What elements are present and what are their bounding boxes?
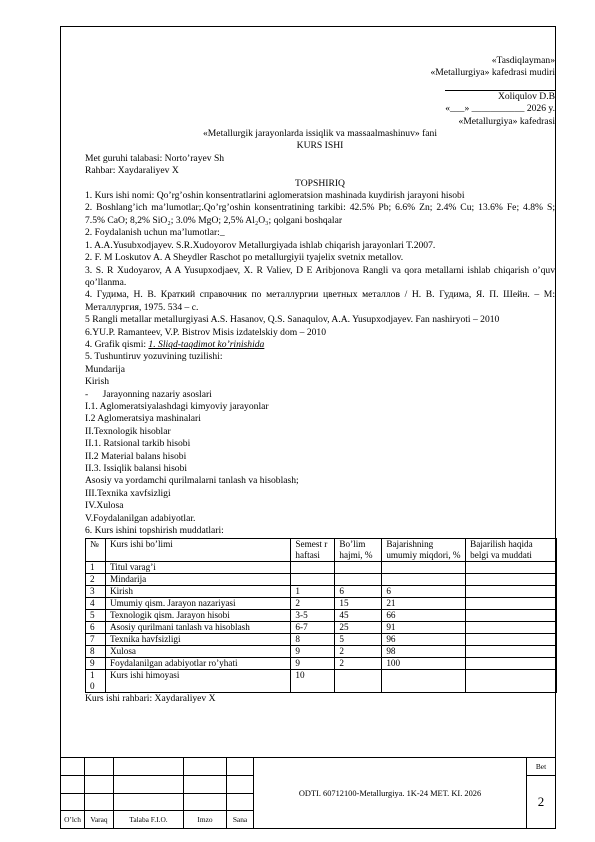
- approval-line: Xoliqulov D.B: [497, 90, 555, 102]
- table-cell: Kirish: [105, 586, 290, 598]
- table-row: [86, 634, 557, 646]
- table-cell: 66: [382, 610, 466, 622]
- task-title: TOPSHIRIQ: [295, 177, 345, 189]
- table-cell: [335, 670, 382, 693]
- table-cell: 2: [335, 658, 382, 670]
- table-cell: 1 0: [86, 670, 106, 693]
- table-cell: 6-7: [291, 622, 335, 634]
- table-cell: Xulosa: [105, 646, 290, 658]
- table-cell: Titul varag’i: [105, 562, 290, 574]
- footer-supervisor: Kurs ishi rahbari: Xaydaraliyev X: [85, 693, 216, 705]
- approval-line: «___» ___________ 2026 y.: [445, 103, 555, 115]
- table-cell: 1: [291, 586, 335, 598]
- table-header: Bajarilish haqida belgi va muddati: [466, 539, 557, 562]
- grafik-value: 1. Sliqd-taqdimot ko’rinishida: [148, 338, 265, 350]
- work-type: KURS ISHI: [296, 140, 344, 152]
- table-cell: 5: [86, 610, 106, 622]
- task-item: 1. Kurs ishi nomi: Qo’rg’oshin konsentratlarini aglomeratsion mashinada kuydirish jarayoni hisobi: [85, 190, 465, 202]
- table-cell: [466, 646, 557, 658]
- reference-item: 1. A.A.Yusubxodjayev. S.R.Xudoyorov Metallurgiyada ishlab chiqarish jarayonlari T.2007.: [85, 239, 436, 251]
- structure-item: II.2 Material balans hisobi: [85, 450, 187, 462]
- table-cell: 6: [382, 586, 466, 598]
- table-cell: Umumiy qism. Jarayon nazariyasi: [105, 598, 290, 610]
- table-cell: 1: [86, 562, 106, 574]
- structure-item: IV.Xulosa: [85, 500, 124, 512]
- table-cell: 25: [335, 622, 382, 634]
- table-row: [86, 574, 557, 586]
- table-cell: Texnologik qism. Jarayon hisobi: [105, 610, 290, 622]
- structure-item: I.1. Aglomeratsiyalashdagi kimyoviy jarayonlar: [85, 400, 269, 412]
- table-cell: 5: [335, 634, 382, 646]
- reference-item: 4. Гудима, Н. В. Краткий справочник по металлургии цветных металлов / Н. В. Гудима, Я. П. Шейн. – М: Металлургия, 1975. 534 – с.: [85, 289, 555, 313]
- stamp-col-label: Talaba F.I.O.: [114, 811, 184, 829]
- approval-line: «Metallurgiya» kafedrasi: [458, 115, 555, 127]
- table-cell: 9: [86, 658, 106, 670]
- table-cell: 98: [382, 646, 466, 658]
- table-cell: [466, 622, 557, 634]
- table-cell: [291, 574, 335, 586]
- table-cell: 2: [335, 646, 382, 658]
- table-cell: 9: [291, 646, 335, 658]
- reference-item: 3. S. R Xudoyarov, A A Yusupxodjaev, X. R Valiev, D E Aribjonova Rangli va qora metallarni ishlab chiqarish o’quv qo’llanma.: [85, 264, 555, 288]
- structure-item: V.Foydalanilgan adabiyotlar.: [85, 512, 196, 524]
- approval-line: «Metallurgiya» kafedrasi mudiri: [430, 67, 555, 79]
- structure-item: II.Texnologik hisoblar: [85, 425, 171, 437]
- table-cell: Mindarija: [105, 574, 290, 586]
- table-cell: 2: [291, 598, 335, 610]
- signature-line: [445, 80, 555, 91]
- table-cell: 96: [382, 634, 466, 646]
- table-header-row: [86, 539, 557, 562]
- table-cell: [466, 634, 557, 646]
- structure-item: Mundarija: [85, 363, 125, 375]
- table-row: [86, 586, 557, 598]
- stamp-col-label: Varaq: [85, 811, 114, 829]
- table-cell: [335, 574, 382, 586]
- stamp-col-label: Sana: [227, 811, 254, 829]
- structure-item: II.1. Ratsional tarkib hisobi: [85, 438, 191, 450]
- structure-item: Asosiy va yordamchi qurilmalarni tanlash va hisoblash;: [85, 475, 299, 487]
- table-cell: 15: [335, 598, 382, 610]
- task-item: 2. Boshlang’ich ma’lumotlar;.Qo’rg’oshin konsentratining tarkibi: 42.5% Pb; 6.6% Zn; 2.4% Cu; 13.6% Fe; 4.8% S; 7.5% CaO; 8,2% SiO₂; 3.0% MgO; 2,5% Al₂O₃; qolgani boshqalar: [85, 202, 555, 226]
- supervisor-line: Rahbar: Xaydaraliyev X: [85, 165, 179, 177]
- table-cell: 8: [86, 646, 106, 658]
- table-cell: Texnika havfsizligi: [105, 634, 290, 646]
- table-header: Bo’lim hajmi, %: [335, 539, 382, 562]
- table-cell: [291, 562, 335, 574]
- table-cell: Asosiy qurilmani tanlash va hisoblash: [105, 622, 290, 634]
- table-cell: Foydalanilgan adabiyotlar ro’yhati: [105, 658, 290, 670]
- stamp-col-label: Imzo: [184, 811, 227, 829]
- approval-line: «Tasdiqlayman»: [491, 55, 555, 66]
- document-body: [85, 55, 555, 706]
- reference-item: 5 Rangli metallar metallurgiyasi A.S. Hasanov, Q.S. Sanaqulov, A.A. Yusupxodjayev. Fan nashiryoti – 2010: [85, 314, 500, 326]
- table-cell: [382, 574, 466, 586]
- structure-item: 5. Tushuntiruv yozuvining tuzilishi:: [85, 351, 223, 363]
- student-line: Met guruhi talabasi: Norto’rayev Sh: [85, 152, 225, 164]
- table-cell: [466, 562, 557, 574]
- table-row: [86, 562, 557, 574]
- table-cell: 3: [86, 586, 106, 598]
- table-cell: 9: [291, 658, 335, 670]
- table-cell: 21: [382, 598, 466, 610]
- structure-item: 6. Kurs ishini topshirish muddatlari:: [85, 525, 224, 537]
- grafik-line: [85, 339, 555, 351]
- grafik-label: 4. Grafik qismi:: [85, 338, 149, 350]
- table-row: [86, 610, 557, 622]
- table-header: №: [86, 539, 106, 562]
- title-block: [60, 757, 556, 829]
- table-row: [86, 646, 557, 658]
- table-header: Kurs ishi bo’limi: [105, 539, 290, 562]
- table-header: Bajarishning umumiy miqdori, %: [382, 539, 466, 562]
- table-row: [86, 670, 557, 693]
- table-cell: 7: [86, 634, 106, 646]
- table-header: Semest r haftasi: [291, 539, 335, 562]
- table-cell: 2: [86, 574, 106, 586]
- table-cell: [466, 670, 557, 693]
- task-item: 2. Foydalanish uchun ma’lumotlar:_: [85, 227, 225, 239]
- reference-item: 6.YU.P. Ramanteev, V.P. Bistrov Misis izdatelskiy dom – 2010: [85, 326, 327, 338]
- table-cell: 91: [382, 622, 466, 634]
- document-code: ODTI. 60712100-Metallurgiya. 1K-24 MET. KI. 2026: [254, 758, 527, 829]
- table-cell: [466, 586, 557, 598]
- structure-item: I.2 Aglomeratsiya mashinalari: [85, 413, 201, 425]
- table-cell: 100: [382, 658, 466, 670]
- table-body: [86, 562, 557, 693]
- structure-item: - Jarayonning nazariy asoslari: [85, 388, 212, 400]
- table-cell: [466, 658, 557, 670]
- table-cell: [382, 562, 466, 574]
- table-cell: [466, 574, 557, 586]
- page-number: 2: [527, 775, 556, 828]
- sheet-label: Bet: [527, 758, 556, 776]
- table-row: [86, 622, 557, 634]
- table-cell: 8: [291, 634, 335, 646]
- subject-line: «Metallurgik jarayonlarda issiqlik va massaalmashinuv» fani: [202, 128, 438, 140]
- structure-item: III.Texnika xavfsizligi: [85, 487, 171, 499]
- reference-item: 2. F. M Loskutov A. A Sheydler Raschot po metallurgiyii tyajelix svetnix metallov.: [85, 252, 404, 264]
- table-cell: [335, 562, 382, 574]
- structure-item: Kirish: [85, 376, 109, 388]
- table-cell: 6: [335, 586, 382, 598]
- table-cell: Kurs ishi himoyasi: [105, 670, 290, 693]
- table-cell: 45: [335, 610, 382, 622]
- table-cell: [466, 598, 557, 610]
- table-cell: 4: [86, 598, 106, 610]
- table-row: [86, 598, 557, 610]
- stamp-col-label: O’lch: [61, 811, 85, 829]
- table-cell: [466, 610, 557, 622]
- table-row: [86, 658, 557, 670]
- schedule-table: [85, 538, 557, 693]
- table-cell: [382, 670, 466, 693]
- table-cell: 3-5: [291, 610, 335, 622]
- table-cell: 6: [86, 622, 106, 634]
- structure-item: II.3. Issiqlik balansi hisobi: [85, 463, 188, 474]
- table-cell: 10: [291, 670, 335, 693]
